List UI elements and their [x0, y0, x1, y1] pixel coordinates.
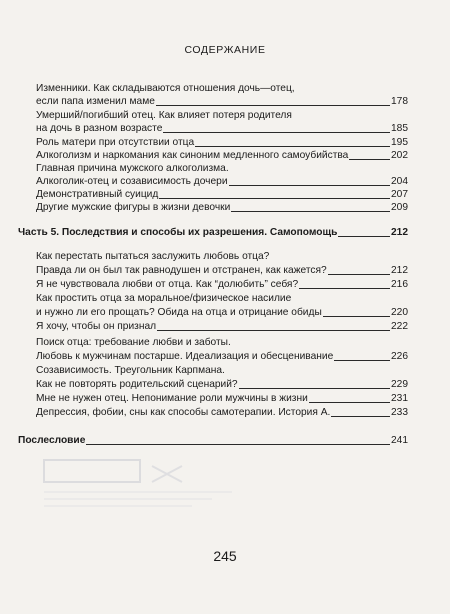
- dot-leader: [157, 330, 390, 331]
- dot-leader: [163, 132, 390, 133]
- dot-leader: [229, 185, 390, 186]
- toc-entry-text: Демонстративный суицид: [36, 189, 159, 200]
- toc-entry-text: Мне не нужен отец. Непонимание роли мужчины в жизни: [36, 393, 308, 404]
- toc-entry-text: Как простить отца за моральное/физическое насилие: [36, 293, 292, 304]
- watermark-stamp: [42, 452, 242, 512]
- toc-page-number: 233: [391, 407, 408, 418]
- toc-entry-text: Поиск отца: требование любви и заботы.: [36, 337, 231, 348]
- toc-entry-text: Созависимость. Треугольник Карпмана.: [36, 365, 225, 376]
- toc-entry-text: и нужно ли его прощать? Обида на отца и отрицание обиды: [36, 307, 322, 318]
- toc-afterword: [18, 434, 408, 447]
- toc-page-number: 207: [391, 189, 408, 200]
- toc-entry: [36, 364, 408, 377]
- watermark-shape: [42, 452, 242, 512]
- toc-page-number: 241: [391, 435, 408, 446]
- toc-entry: [36, 278, 408, 291]
- toc-entry-text: Умерший/погибший отец. Как влияет потеря родителя: [36, 110, 292, 121]
- toc-entry-text: Роль матери при отсутствии отца: [36, 137, 195, 148]
- dot-leader: [299, 288, 390, 289]
- toc-entry: [36, 175, 408, 188]
- dot-leader: [159, 198, 390, 199]
- toc-entry: [36, 264, 408, 277]
- toc-page-number: 209: [391, 202, 408, 213]
- dot-leader: [331, 416, 390, 417]
- toc-entry-text: на дочь в разном возрасте: [36, 123, 163, 134]
- dot-leader: [338, 236, 390, 237]
- toc-entry: [36, 406, 408, 419]
- toc-page-number: 195: [391, 137, 408, 148]
- toc-entry-text: Я хочу, чтобы он признал: [36, 321, 157, 332]
- toc-entry: [36, 95, 408, 108]
- toc-entry-text: Часть 5. Последствия и способы их разрешения. Самопомощь: [18, 227, 338, 238]
- dot-leader: [231, 211, 390, 212]
- toc-entry: [36, 292, 408, 305]
- toc-entry-text: Как перестать пытаться заслужить любовь отца?: [36, 251, 270, 262]
- toc-entry: [36, 109, 408, 122]
- toc-part-heading: [18, 226, 408, 239]
- dot-leader: [349, 159, 390, 160]
- toc-page-number: 212: [391, 227, 408, 238]
- dot-leader: [239, 388, 390, 389]
- toc-page-number: 222: [391, 321, 408, 332]
- toc-entry-text: Я не чувствовала любви от отца. Как “долюбить” себя?: [36, 279, 299, 290]
- toc-page-number: 229: [391, 379, 408, 390]
- toc-entry-text: Алкоголизм и наркомания как синоним медленного самоубийства: [36, 150, 349, 161]
- toc-entry-text: Изменники. Как складываются отношения дочь—отец,: [36, 83, 295, 94]
- dot-leader: [309, 402, 390, 403]
- toc-entry: [36, 188, 408, 201]
- toc-entry: [36, 122, 408, 135]
- toc-page-number: 178: [391, 96, 408, 107]
- toc-entry: [36, 136, 408, 149]
- dot-leader: [328, 274, 390, 275]
- toc-page-number: 220: [391, 307, 408, 318]
- toc-entry-text: Как не повторять родительский сценарий?: [36, 379, 238, 390]
- toc-entry-text: Правда ли он был так равнодушен и отстранен, как кажется?: [36, 265, 327, 276]
- toc-entry-text: Алкоголик-отец и созависимость дочери: [36, 176, 228, 187]
- page-number: 245: [213, 548, 237, 564]
- toc-entry-text: Главная причина мужского алкоголизма.: [36, 163, 229, 174]
- dot-leader: [334, 360, 390, 361]
- toc-entry: [36, 306, 408, 319]
- toc-entry: [36, 320, 408, 333]
- toc-entry: [36, 336, 408, 349]
- toc-entry-text: если папа изменил маме: [36, 96, 155, 107]
- dot-leader: [323, 316, 390, 317]
- toc-page-number: 212: [391, 265, 408, 276]
- toc-page-number: 226: [391, 351, 408, 362]
- toc-page-number: 231: [391, 393, 408, 404]
- toc-entry: [36, 378, 408, 391]
- dot-leader: [195, 146, 390, 147]
- toc-entry: [36, 149, 408, 162]
- toc-entry: [36, 350, 408, 363]
- toc-page-number: 204: [391, 176, 408, 187]
- toc-entry-text: Депрессия, фобии, сны как способы самотерапии. История А.: [36, 407, 331, 418]
- toc-entry: [36, 162, 408, 175]
- toc-page-number: 202: [391, 150, 408, 161]
- toc-entry-text: Послесловие: [18, 435, 86, 446]
- dot-leader: [156, 105, 390, 106]
- page-title: СОДЕРЖАНИЕ: [184, 44, 266, 56]
- toc-entry: [36, 201, 408, 214]
- toc-entry: [36, 250, 408, 263]
- toc-entry: [36, 82, 408, 95]
- toc-entry: [36, 392, 408, 405]
- toc-entry-text: Другие мужские фигуры в жизни девочки: [36, 202, 231, 213]
- toc-page-number: 216: [391, 279, 408, 290]
- toc-page-number: 185: [391, 123, 408, 134]
- toc-entry-text: Любовь к мужчинам постарше. Идеализация и обесценивание: [36, 351, 334, 362]
- dot-leader: [86, 444, 390, 445]
